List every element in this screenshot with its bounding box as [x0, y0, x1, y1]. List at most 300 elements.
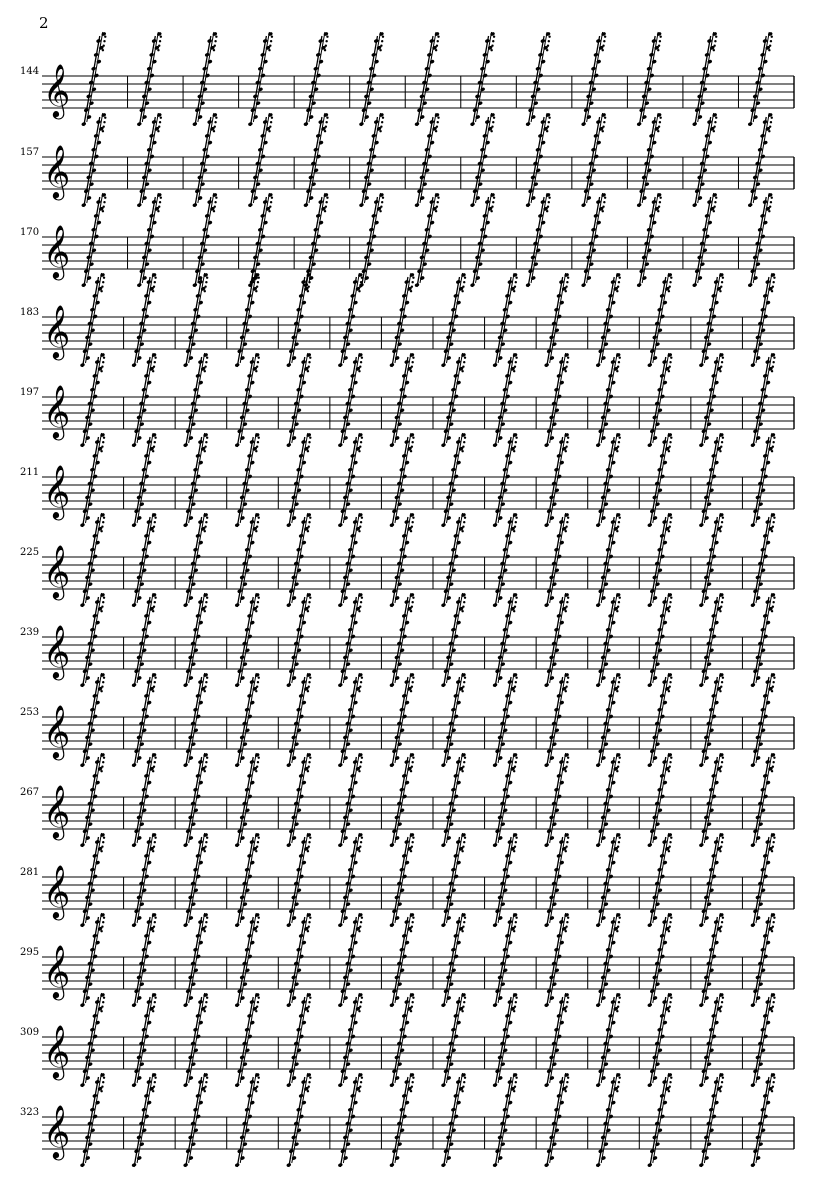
note-cluster — [303, 31, 329, 126]
note-head — [699, 762, 705, 767]
note-dot — [437, 201, 439, 203]
note-dot — [204, 290, 206, 292]
note-dot — [380, 45, 382, 47]
note-head — [595, 442, 601, 447]
note-dot — [669, 921, 671, 923]
note-dot — [255, 1090, 257, 1092]
note-dot — [722, 677, 724, 679]
note-head — [544, 682, 550, 687]
note-head — [595, 362, 601, 367]
note-dot — [154, 921, 156, 923]
note-dot — [616, 530, 618, 532]
note-head — [747, 121, 753, 126]
note-head — [699, 1082, 705, 1087]
note-dot — [269, 126, 271, 128]
note-dot — [618, 361, 620, 363]
note-dot — [206, 917, 208, 919]
note-dot — [669, 366, 671, 368]
note-head — [470, 202, 476, 207]
note-dot — [565, 770, 567, 772]
note-head — [234, 1002, 240, 1007]
note-head — [80, 1002, 86, 1007]
note-dot — [463, 681, 465, 683]
note-dot — [771, 36, 773, 38]
note-dot — [100, 1010, 102, 1012]
note-head — [286, 762, 292, 767]
note-head — [595, 1082, 601, 1087]
note-dot — [567, 357, 569, 359]
note-head — [492, 682, 498, 687]
note-dot — [617, 686, 619, 688]
note-head — [544, 1002, 550, 1007]
note-head — [131, 362, 137, 367]
note-dot — [307, 450, 309, 452]
note-dot — [768, 210, 770, 212]
note-dot — [722, 997, 724, 999]
note-dot — [618, 761, 620, 763]
note-head — [492, 522, 498, 527]
note-head — [441, 1162, 447, 1167]
note-head — [183, 362, 189, 367]
note-dot — [308, 441, 310, 443]
note-dot — [309, 757, 311, 759]
note-dot — [603, 121, 605, 123]
note-dot — [515, 841, 517, 843]
note-head — [234, 762, 240, 767]
note-dot — [309, 597, 311, 599]
note-dot — [669, 526, 671, 528]
note-head — [441, 1002, 447, 1007]
note-dot — [566, 281, 568, 283]
note-head — [183, 842, 189, 847]
note-dot — [565, 1010, 567, 1012]
note-dot — [412, 437, 414, 439]
note-dot — [547, 206, 549, 208]
note-dot — [152, 610, 154, 612]
note-head — [286, 1162, 292, 1167]
note-dot — [154, 841, 156, 843]
treble-clef-icon: 𝄞 — [43, 784, 71, 838]
note-dot — [412, 837, 414, 839]
note-head — [81, 121, 87, 126]
note-dot — [100, 690, 102, 692]
note-dot — [204, 686, 206, 688]
note-dot — [720, 526, 722, 528]
note-dot — [158, 126, 160, 128]
note-dot — [101, 766, 103, 768]
note-dot — [268, 130, 270, 132]
note-dot — [325, 206, 327, 208]
note-dot — [204, 766, 206, 768]
note-dot — [714, 201, 716, 203]
note-dot — [271, 36, 273, 38]
note-head — [183, 1002, 189, 1007]
note-dot — [381, 201, 383, 203]
note-dot — [358, 930, 360, 932]
note-dot — [410, 530, 412, 532]
note-dot — [514, 526, 516, 528]
note-dot — [205, 681, 207, 683]
note-head — [492, 1002, 498, 1007]
note-head — [303, 121, 309, 126]
note-dot — [308, 361, 310, 363]
note-dot — [670, 437, 672, 439]
note-dot — [256, 846, 258, 848]
note-dot — [152, 930, 154, 932]
note-dot — [256, 686, 258, 688]
note-dot — [309, 917, 311, 919]
note-dot — [619, 1077, 621, 1079]
note-dot — [324, 210, 326, 212]
note-head — [183, 442, 189, 447]
note-head — [595, 602, 601, 607]
note-dot — [411, 606, 413, 608]
note-dot — [358, 610, 360, 612]
note-dot — [308, 601, 310, 603]
note-dot — [257, 441, 259, 443]
note-dot — [772, 601, 774, 603]
note-dot — [410, 1010, 412, 1012]
note-dot — [157, 49, 159, 51]
note-dot — [463, 441, 465, 443]
note-dot — [464, 837, 466, 839]
note-dot — [412, 997, 414, 999]
note-dot — [361, 997, 363, 999]
note-dot — [566, 601, 568, 603]
note-dot — [514, 1086, 516, 1088]
note-dot — [669, 441, 671, 443]
note-dot — [619, 437, 621, 439]
note-dot — [154, 517, 156, 519]
note-dot — [618, 1081, 620, 1083]
note-dot — [360, 921, 362, 923]
note-dot — [713, 49, 715, 51]
note-dot — [719, 1090, 721, 1092]
note-dot — [412, 277, 414, 279]
note-dot — [567, 677, 569, 679]
note-dot — [771, 117, 773, 119]
note-dot — [514, 1006, 516, 1008]
note-dot — [713, 126, 715, 128]
note-head — [750, 922, 756, 927]
note-dot — [103, 437, 105, 439]
note-head — [234, 682, 240, 687]
note-head — [647, 1002, 653, 1007]
note-dot — [435, 130, 437, 132]
note-dot — [617, 926, 619, 928]
note-dot — [309, 677, 311, 679]
note-dot — [103, 677, 105, 679]
note-head — [338, 522, 344, 527]
note-dot — [546, 210, 548, 212]
note-head — [750, 842, 756, 847]
note-dot — [617, 286, 619, 288]
note-dot — [104, 117, 106, 119]
note-cluster — [359, 31, 385, 126]
note-dot — [565, 290, 567, 292]
note-head — [338, 922, 344, 927]
note-dot — [101, 446, 103, 448]
note-dot — [205, 441, 207, 443]
note-dot — [101, 366, 103, 368]
note-head — [234, 1162, 240, 1167]
note-dot — [567, 917, 569, 919]
note-head — [234, 442, 240, 447]
note-dot — [668, 610, 670, 612]
note-dot — [271, 117, 273, 119]
note-dot — [619, 997, 621, 999]
note-dot — [102, 126, 104, 128]
note-dot — [154, 597, 156, 599]
note-dot — [309, 837, 311, 839]
note-cluster — [747, 192, 773, 287]
note-dot — [659, 117, 661, 119]
note-dot — [256, 606, 258, 608]
note-dot — [258, 357, 260, 359]
note-head — [636, 282, 642, 287]
note-dot — [255, 370, 257, 372]
note-dot — [567, 517, 569, 519]
note-dot — [770, 121, 772, 123]
note-dot — [618, 521, 620, 523]
note-dot — [204, 846, 206, 848]
note-dot — [463, 361, 465, 363]
note-head — [131, 842, 137, 847]
note-dot — [359, 686, 361, 688]
note-dot — [772, 841, 774, 843]
page-number: 2 — [39, 14, 49, 32]
note-head — [80, 442, 86, 447]
note-head — [636, 121, 642, 126]
note-dot — [325, 126, 327, 128]
note-cluster — [636, 31, 662, 126]
note-dot — [619, 517, 621, 519]
note-dot — [669, 361, 671, 363]
note-dot — [491, 206, 493, 208]
note-dot — [668, 690, 670, 692]
note-head — [137, 121, 143, 126]
note-dot — [616, 770, 618, 772]
note-dot — [772, 681, 774, 683]
note-dot — [602, 130, 604, 132]
note-cluster — [248, 192, 274, 287]
note-dot — [464, 677, 466, 679]
staff-system — [20, 352, 794, 447]
note-dot — [616, 850, 618, 852]
note-dot — [258, 997, 260, 999]
note-dot — [102, 1081, 104, 1083]
note-dot — [309, 997, 311, 999]
note-dot — [617, 606, 619, 608]
note-dot — [214, 40, 216, 42]
note-dot — [379, 49, 381, 51]
note-head — [581, 202, 587, 207]
note-dot — [257, 521, 259, 523]
note-head — [699, 602, 705, 607]
note-dot — [157, 210, 159, 212]
note-dot — [308, 281, 310, 283]
note-dot — [307, 690, 309, 692]
note-dot — [154, 437, 156, 439]
note-dot — [515, 757, 517, 759]
note-dot — [102, 49, 104, 51]
note-head — [492, 1082, 498, 1087]
note-dot — [566, 761, 568, 763]
note-dot — [772, 1001, 774, 1003]
note-head — [647, 922, 653, 927]
note-dot — [104, 36, 106, 38]
note-cluster — [80, 1072, 106, 1167]
note-head — [492, 602, 498, 607]
note-head — [131, 922, 137, 927]
note-dot — [206, 837, 208, 839]
note-dot — [104, 197, 106, 199]
note-dot — [205, 761, 207, 763]
note-dot — [464, 1077, 466, 1079]
note-head — [544, 762, 550, 767]
note-dot — [258, 437, 260, 439]
note-head — [441, 922, 447, 927]
note-dot — [255, 770, 257, 772]
note-dot — [204, 530, 206, 532]
note-dot — [204, 1086, 206, 1088]
note-head — [525, 282, 531, 287]
note-dot — [411, 1001, 413, 1003]
note-dot — [411, 766, 413, 768]
note-dot — [153, 526, 155, 528]
note-head — [595, 1162, 601, 1167]
note-dot — [463, 1001, 465, 1003]
note-dot — [548, 201, 550, 203]
note-dot — [514, 846, 516, 848]
note-dot — [513, 1010, 515, 1012]
note-dot — [719, 530, 721, 532]
note-dot — [515, 597, 517, 599]
note-head — [338, 1082, 344, 1087]
note-dot — [204, 770, 206, 772]
note-dot — [669, 686, 671, 688]
note-dot — [361, 277, 363, 279]
note-dot — [715, 117, 717, 119]
note-dot — [154, 837, 156, 839]
note-dot — [722, 277, 724, 279]
staff-system — [20, 1072, 794, 1167]
note-head — [389, 1002, 395, 1007]
note-dot — [153, 766, 155, 768]
note-dot — [204, 450, 206, 452]
note-head — [234, 1082, 240, 1087]
note-dot — [617, 366, 619, 368]
note-head — [544, 362, 550, 367]
note-dot — [361, 837, 363, 839]
note-head — [234, 362, 240, 367]
note-dot — [669, 281, 671, 283]
note-dot — [461, 690, 463, 692]
treble-clef-icon: 𝄞 — [43, 144, 71, 198]
note-head — [359, 202, 365, 207]
note-dot — [379, 130, 381, 132]
note-dot — [206, 357, 208, 359]
note-dot — [103, 277, 105, 279]
note-dot — [461, 770, 463, 772]
note-dot — [714, 40, 716, 42]
note-dot — [602, 49, 604, 51]
note-head — [80, 1082, 86, 1087]
staff-system — [20, 31, 794, 126]
note-dot — [722, 437, 724, 439]
note-dot — [565, 1086, 567, 1088]
note-dot — [308, 681, 310, 683]
note-dot — [101, 926, 103, 928]
note-head — [286, 602, 292, 607]
note-dot — [668, 290, 670, 292]
note-head — [80, 682, 86, 687]
note-dot — [436, 45, 438, 47]
note-cluster — [636, 192, 662, 287]
note-dot — [102, 921, 104, 923]
note-dot — [102, 206, 104, 208]
measure-number: 197 — [20, 387, 40, 398]
note-dot — [462, 846, 464, 848]
note-head — [81, 282, 87, 287]
note-dot — [411, 526, 413, 528]
note-head — [183, 1162, 189, 1167]
staff-system — [20, 832, 794, 927]
note-dot — [515, 1081, 517, 1083]
note-dot — [462, 606, 464, 608]
note-dot — [515, 837, 517, 839]
note-dot — [464, 437, 466, 439]
treble-clef-icon: 𝄞 — [43, 63, 71, 117]
note-dot — [159, 201, 161, 203]
note-dot — [515, 917, 517, 919]
note-dot — [158, 206, 160, 208]
note-dot — [719, 690, 721, 692]
note-dot — [411, 1081, 413, 1083]
note-dot — [604, 117, 606, 119]
note-dot — [670, 1077, 672, 1079]
note-head — [80, 922, 86, 927]
note-dot — [358, 1090, 360, 1092]
note-dot — [669, 446, 671, 448]
note-head — [492, 842, 498, 847]
note-dot — [462, 446, 464, 448]
note-dot — [657, 210, 659, 212]
note-head — [131, 1162, 137, 1167]
note-dot — [101, 1086, 103, 1088]
note-dot — [772, 926, 774, 928]
note-head — [647, 522, 653, 527]
note-cluster — [131, 1072, 157, 1167]
note-cluster — [137, 192, 163, 287]
note-dot — [411, 841, 413, 843]
note-dot — [771, 1090, 773, 1092]
note-cluster — [441, 1072, 467, 1167]
note-dot — [514, 606, 516, 608]
note-dot — [411, 441, 413, 443]
note-cluster — [544, 1072, 570, 1167]
note-cluster — [525, 31, 551, 126]
note-head — [699, 442, 705, 447]
note-head — [699, 682, 705, 687]
note-head — [441, 442, 447, 447]
note-head — [389, 362, 395, 367]
note-dot — [410, 690, 412, 692]
note-dot — [713, 45, 715, 47]
note-dot — [721, 921, 723, 923]
note-dot — [204, 526, 206, 528]
note-dot — [205, 1081, 207, 1083]
